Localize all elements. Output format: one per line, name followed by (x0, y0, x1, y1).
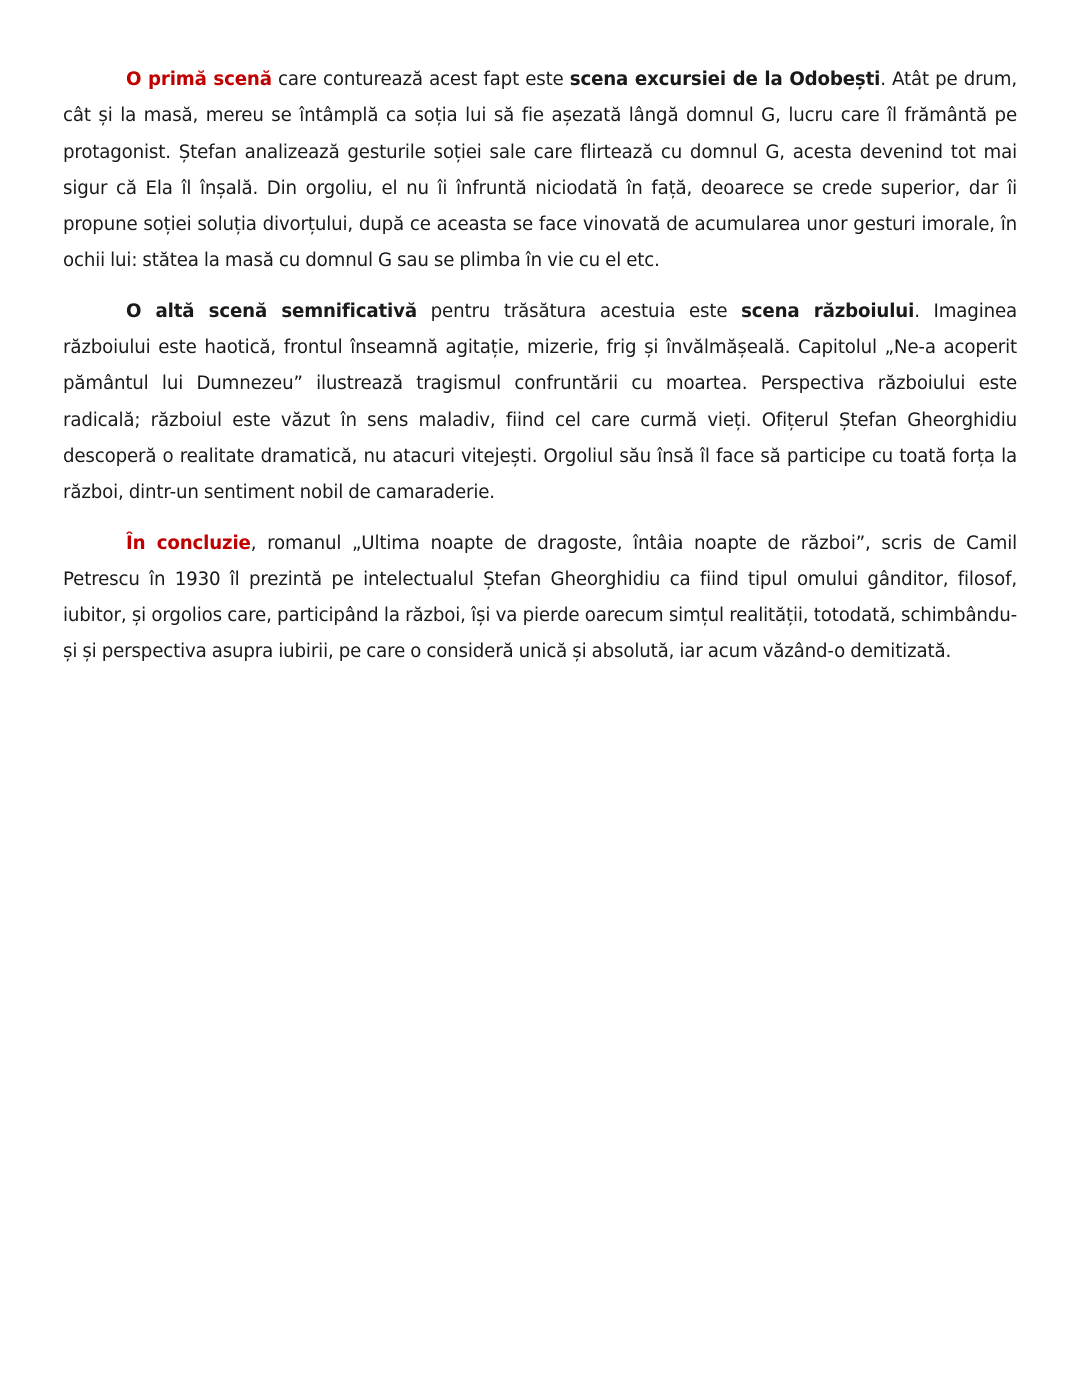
paragraph-text: , romanul „Ultima noapte de dragoste, întâia noapte de război”, scris de Camil Petrescu în 1930 îl prezintă pe intelectualul Ștefan Gheorghidiu ca fiind tipul omului gânditor, filosof, iubitor, și orgolios care, participând la război, își va pierde oarecum simțul realității, totodată, schimbându-și și perspectiva asupra iubirii, pe care o consideră unică și absolută, iar acum văzând-o demitizată. (63, 532, 1018, 663)
paragraph-lead: O altă scenă semnificativă (126, 300, 417, 322)
document-page (63, 62, 1017, 685)
paragraph-text: . Atât pe drum, cât și la masă, mereu se întâmplă ca soția lui să fie așezată lângă domnul G, lucru care îl frământă pe protagonist. Ștefan analizează gesturile soției sale care flirtează cu domnul G, acesta devenind tot mai sigur că Ela îl înșală. Din orgoliu, el nu îi înfruntă niciodată în față, deoarece se crede superior, dar îi propune soției soluția divorțului, după ce aceasta se face vinovată de acumularea unor gesturi imorale, în ochii lui: stătea la masă cu domnul G sau se plimba în vie cu el etc. (63, 69, 1017, 272)
paragraph-odobesti-scene (63, 62, 1017, 280)
paragraph-highlight: scena războiului (741, 300, 915, 322)
paragraph-text: . Imaginea războiului este haotică, frontul înseamnă agitație, mizerie, frig și învălmășeală. Capitolul „Ne-a acoperit pământul lui Dumnezeu” ilustrează tragismul confruntării cu moartea. Perspectiva războiului este radicală; războiul este văzut în sens maladiv, fiind cel care curmă vieți. Ofițerul Ștefan Gheorghidiu descoperă o realitate dramatică, nu atacuri vitejești. Orgoliul său însă îl face să participe cu toată forța la război, dintr-un sentiment nobil de camaraderie. (63, 300, 1018, 504)
paragraph-highlight: scena excursiei de la Odobești (569, 69, 881, 90)
paragraph-war-scene (63, 294, 1017, 512)
paragraph-lead: O primă scenă (126, 69, 272, 90)
paragraph-text: care conturează acest fapt este (271, 69, 570, 90)
paragraph-lead: În concluzie (126, 532, 251, 554)
paragraph-conclusion (63, 526, 1017, 671)
paragraph-text: pentru trăsătura acestuia este (416, 300, 742, 322)
